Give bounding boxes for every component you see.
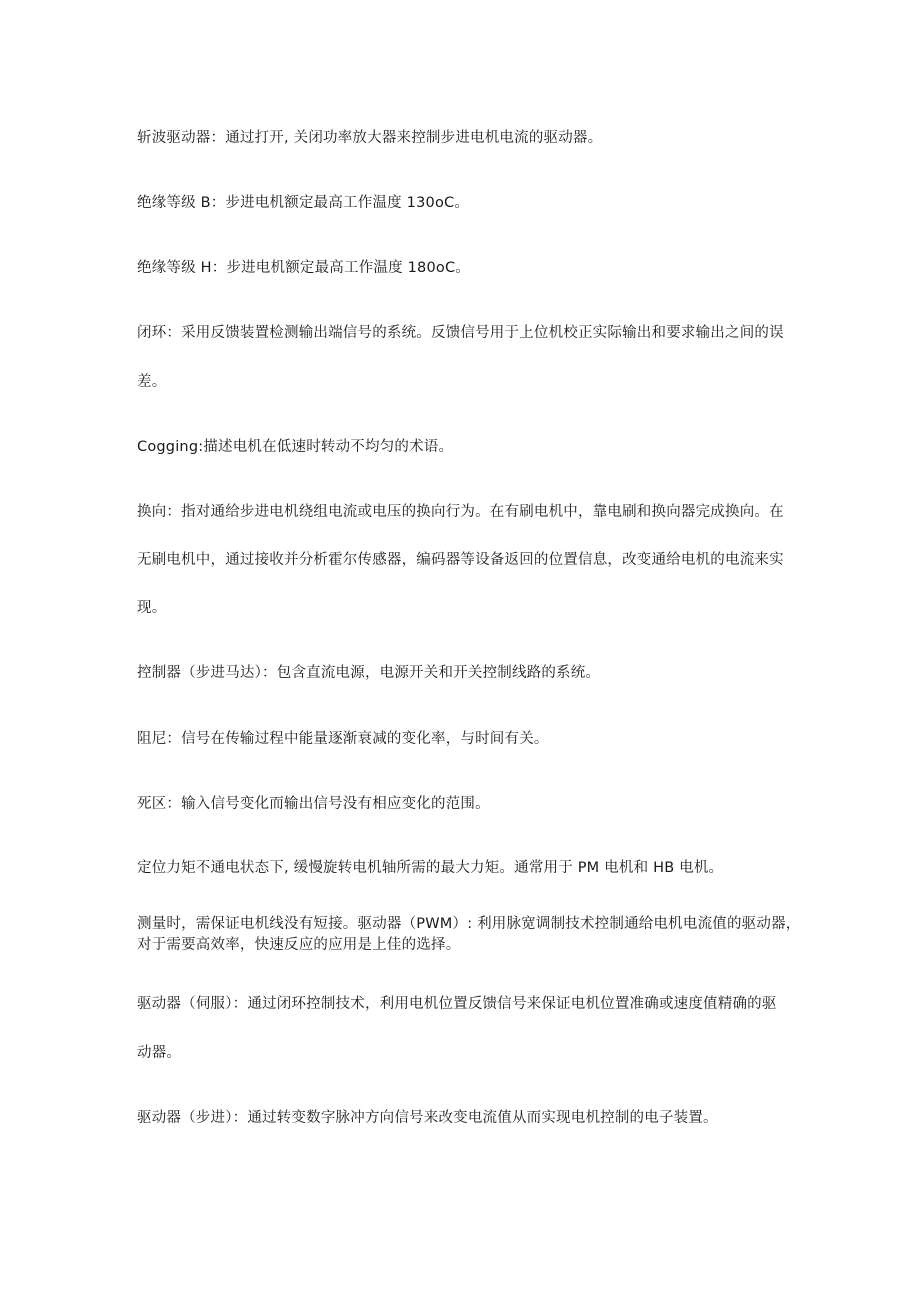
definition-closed-loop-line-2: 差。 xyxy=(137,374,167,390)
definition-detent-torque: 定位力矩不通电状态下, 缓慢旋转电机轴所需的最大力矩。通常用于 PM 电机和 HB 电机。 xyxy=(137,860,724,876)
definition-servo-driver-line-1: 驱动器（伺服）：通过闭环控制技术，利用电机位置反馈信号来保证电机位置准确或速度值精确的驱 xyxy=(137,996,777,1012)
definition-cogging: Cogging:描述电机在低速时转动不均匀的术语。 xyxy=(137,439,454,455)
definition-chopper-driver: 斩波驱动器：通过打开, 关闭功率放大器来控制步进电机电流的驱动器。 xyxy=(137,130,603,146)
definition-stepper-driver: 驱动器（步进）：通过转变数字脉冲方向信号来改变电流值从而实现电机控制的电子装置。 xyxy=(137,1110,718,1126)
definition-pwm-driver-line-2: 对于需要高效率，快速反应的应用是上佳的选择。 xyxy=(137,937,461,953)
definition-closed-loop-line-1: 闭环：采用反馈装置检测输出端信号的系统。反馈信号用于上位机校正实际输出和要求输出之间的误 xyxy=(137,325,784,341)
definition-insulation-class-b: 绝缘等级 B：步进电机额定最高工作温度 130oC。 xyxy=(137,195,470,211)
definition-damping: 阻尼：信号在传输过程中能量逐渐衰减的变化率，与时间有关。 xyxy=(137,731,549,747)
definition-servo-driver-line-2: 动器。 xyxy=(137,1045,182,1061)
definition-commutation-line-2: 无刷电机中，通过接收并分析霍尔传感器，编码器等设备返回的位置信息，改变通给电机的电流来实 xyxy=(137,552,784,568)
definition-dead-band: 死区：输入信号变化而输出信号没有相应变化的范围。 xyxy=(137,796,490,812)
definition-commutation-line-3: 现。 xyxy=(137,600,167,616)
definition-commutation-line-1: 换向：指对通给步进电机绕组电流或电压的换向行为。在有刷电机中，靠电刷和换向器完成换向。在 xyxy=(137,504,784,520)
definition-controller: 控制器（步进马达）：包含直流电源，电源开关和开关控制线路的系统。 xyxy=(137,665,601,681)
definition-insulation-class-h: 绝缘等级 H：步进电机额定最高工作温度 180oC。 xyxy=(137,260,470,276)
definition-pwm-driver-line-1: 测量时，需保证电机线没有短接。驱动器（PWM）: 利用脉宽调制技术控制通给电机电流值的驱动器， xyxy=(137,916,801,932)
